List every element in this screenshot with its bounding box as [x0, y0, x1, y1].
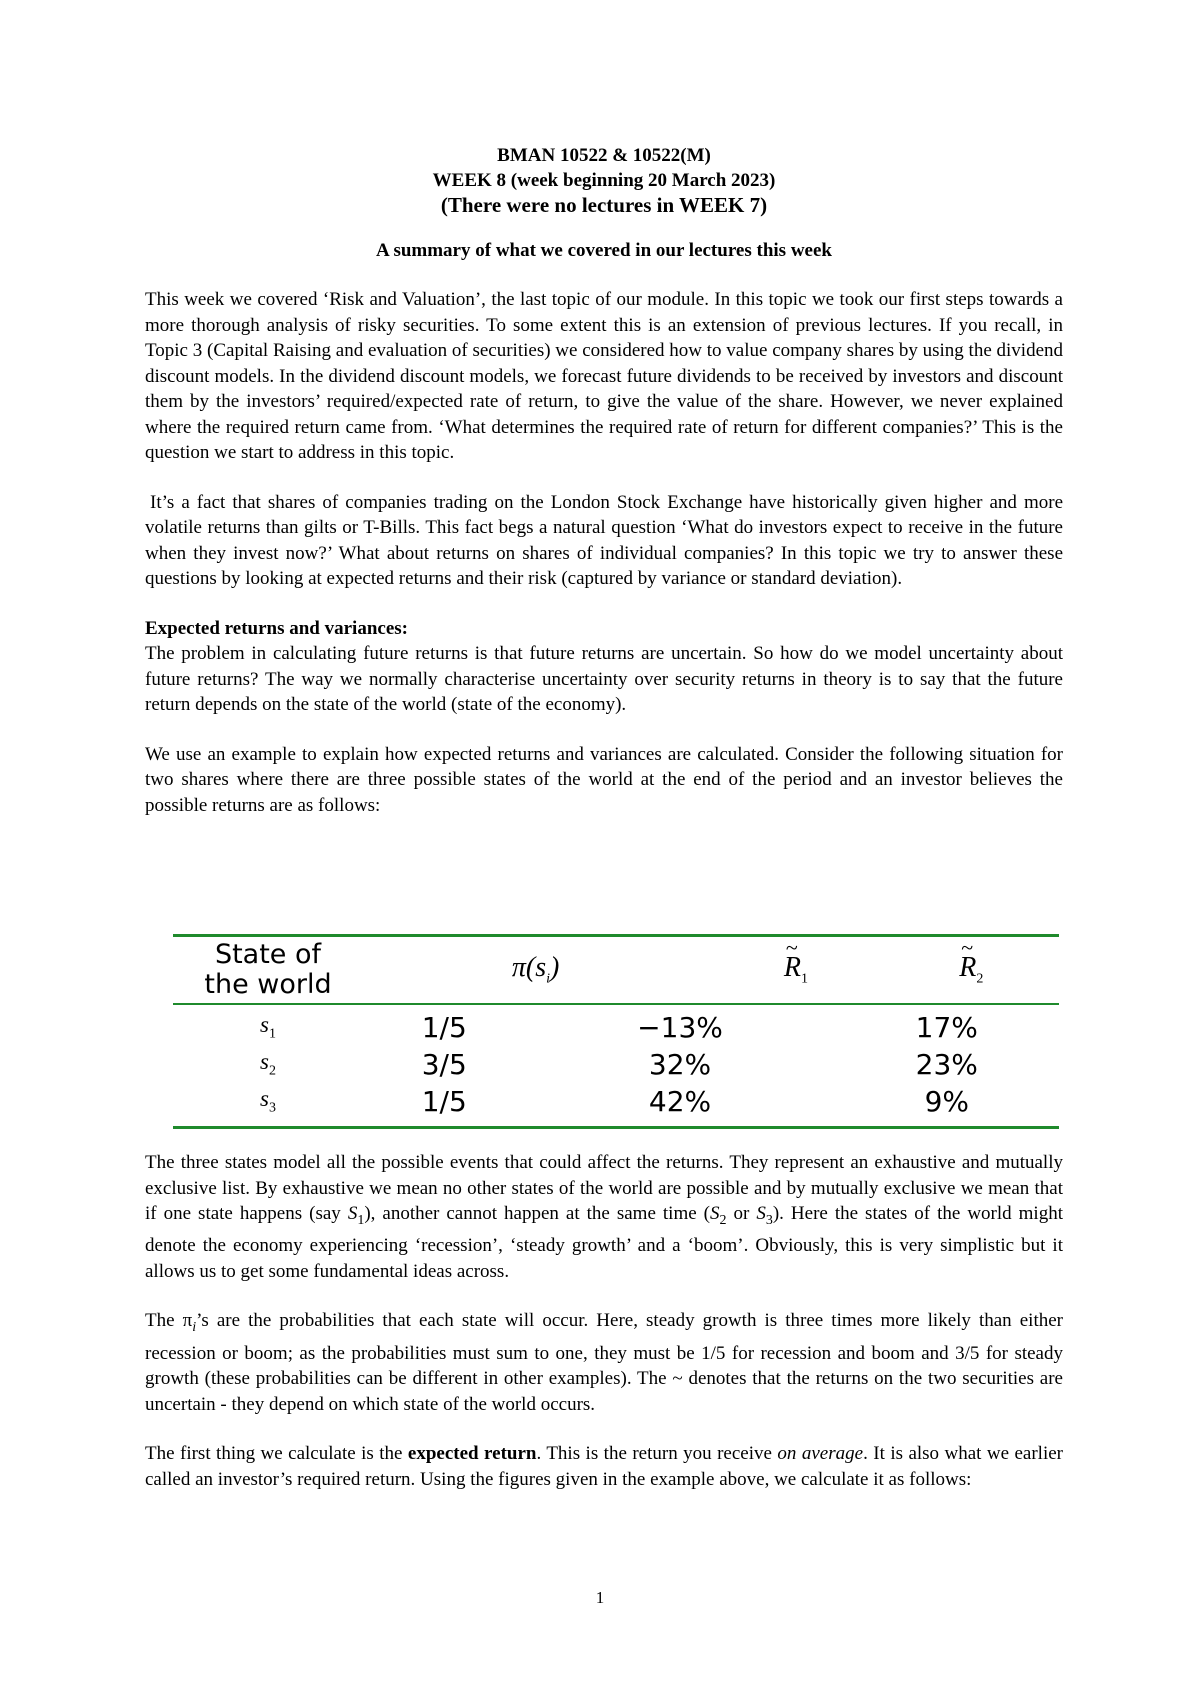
document-header — [145, 143, 1063, 218]
header-probability: $\pi(s_i)$ — [511, 952, 560, 987]
document-page-continued — [145, 1150, 1063, 1492]
paragraph-uncertainty: The problem in calculating future returns is that future returns are uncertain. So how do we model uncertainty about future returns? The way we normally characterise uncertainty over security returns in theory is to say that the future return depends on the state of the world (state of the economy). — [145, 643, 1063, 715]
header-state-of-world: State of the world — [204, 939, 332, 1000]
paragraph-example: We use an example to explain how expected returns and variances are calculated. Consider the following situation for two shares where there are three possible states of the world at the end of the period and an investor believes the possible returns are as follows: — [145, 743, 1063, 816]
table-header-rule — [173, 1003, 1059, 1005]
table-row: $s_1$ 1/5 −13% 17% — [260, 1011, 978, 1044]
returns-table — [173, 934, 1059, 1129]
week-title: WEEK 8 (week beginning 20 March 2023) — [432, 170, 776, 191]
week-note: (There were no lectures in WEEK 7) — [440, 193, 768, 217]
page-number: 1 — [595, 1588, 605, 1607]
header-return-2: ~ $R_2$ — [884, 937, 1059, 1003]
table-row: $s_3$ 1/5 42% 9% — [260, 1085, 969, 1118]
summary-title: A summary of what we covered in our lectures this week — [376, 240, 832, 261]
paragraph-probabilities: The $\pi_i’s$ are the probabilities that each state will occur. Here, steady growth is three times more likely than either recession or boom; as the probabilities must sum to one, they must be 1/5 for recession and boom and 3/5 for steady growth (these probabilities can be different in other examples). The ~ denotes that the returns on the two securities are uncertain - they depend on which state of the world occurs. — [145, 1310, 1063, 1415]
header-return-1: ~ $R_1$ — [708, 937, 883, 1003]
table-row: $s_2$ 3/5 32% 23% — [260, 1048, 978, 1081]
paragraph-expected-return: The first thing we calculate is the expected return. This is the return you receive on average. It is also what we earlier called an investor’s required return. Using the figures given in the example above, we calculate it as follows: — [145, 1443, 1063, 1490]
table-bottom-rule — [173, 1126, 1059, 1129]
document-page — [145, 0, 1063, 818]
paragraph-states: The three states model all the possible events that could affect the returns. They represent an exhaustive and mutually exclusive list. By exhaustive we mean no other states of the world are possible and by mutually exclusive we mean that if one state happens (say $S_1$), another cannot happen at the same time ($S_2$ or $S_3$). Here the states of the world might denote the economy experiencing ‘recession’, ‘steady growth’ and a ‘boom’. Obviously, this is very simplistic but it allows us to get some fundamental ideas across. — [145, 1152, 1063, 1282]
section-heading: Expected returns and variances: — [145, 617, 408, 639]
table-header-row — [173, 937, 1059, 1003]
paragraph-facts: It’s a fact that shares of companies trading on the London Stock Exchange have historically given higher and more volatile returns than gilts or T-Bills. This fact begs a natural question ‘What do investors expect to receive in the future when they invest now?’ What about returns on shares of individual companies? In this topic we try to answer these questions by looking at expected returns and their risk (captured by variance or standard deviation). — [145, 491, 1063, 589]
course-code: BMAN 10522 & 10522(M) — [497, 145, 711, 166]
paragraph-intro: This week we covered ‘Risk and Valuation’, the last topic of our module. In this topic we took our first steps towards a more thorough analysis of risky securities. To some extent this is an extension of previous lectures. If you recall, in Topic 3 (Capital Raising and evaluation of securities) we considered how to value company shares by using the dividend discount models. In the dividend discount models, we forecast future dividends to be received by investors and discount them by the investors’ required/expected rate of return, to give the value of the share. However, we never explained where the required return came from. ‘What determines the required rate of return for different companies?’ This is the question we start to address in this topic. — [145, 289, 1063, 463]
